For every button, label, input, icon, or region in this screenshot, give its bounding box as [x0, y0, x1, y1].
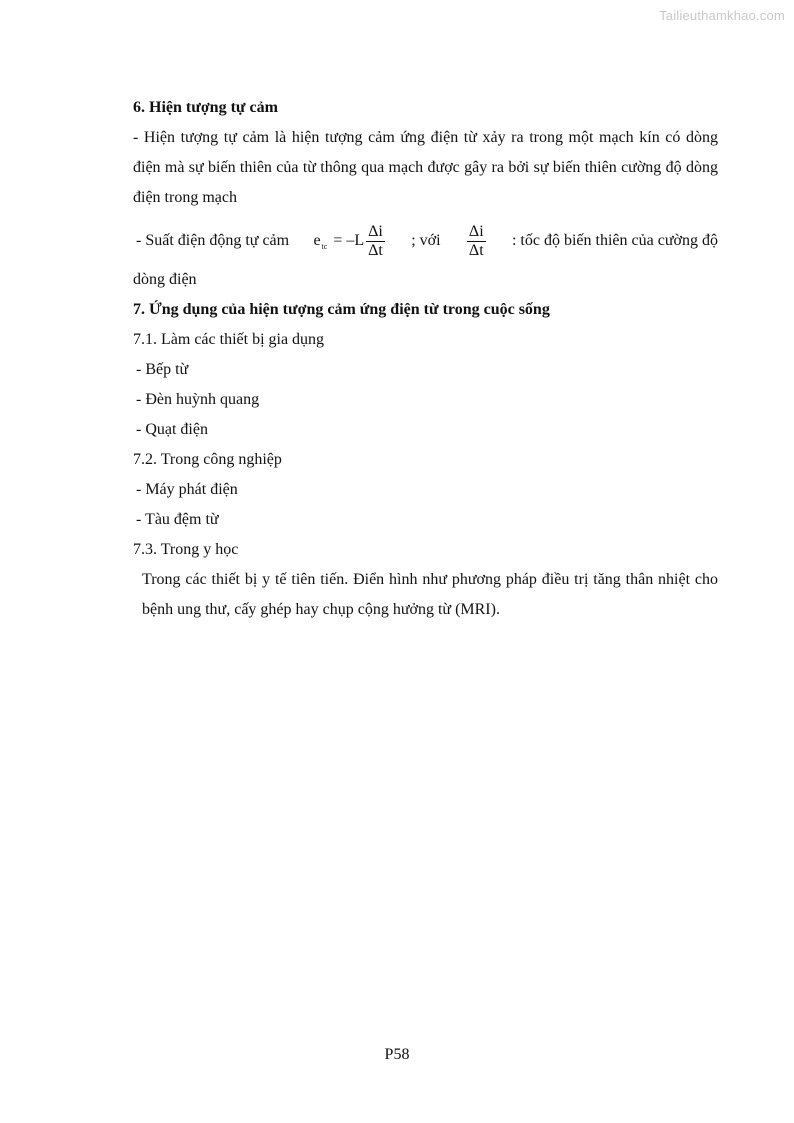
page-number: P58	[384, 1046, 410, 1063]
rate-fraction	[467, 223, 486, 260]
section-7-heading: 7. Ứng dụng của hiện tượng cảm ứng điện từ trong cuộc sống	[133, 301, 550, 318]
formula-separator: ; với	[411, 232, 441, 249]
list-item: - Đèn huỳnh quang	[136, 391, 260, 408]
list-item: - Tàu đệm từ	[136, 511, 219, 528]
list-item: - Máy phát điện	[136, 481, 238, 498]
subsection-7-3-paragraph: Trong các thiết bị y tế tiên tiến. Điển hình như phương pháp điều trị tăng thân nhiệt cho bệnh ung thư, cấy ghép hay chụp cộng hưởng từ (MRI).	[142, 571, 718, 618]
formula-e-subscript: tc	[321, 242, 328, 251]
section-6-paragraph: - Hiện tượng tự cảm là hiện tượng cảm ứng điện từ xảy ra trong một mạch kín có dòng điện mà sự biến thiên của từ thông qua mạch được gây ra bởi sự biến thiên cường độ dòng điện trong mạch	[133, 129, 718, 206]
subsection-7-3: 7.3. Trong y học	[133, 541, 239, 558]
formula-equals: = –L	[333, 232, 365, 249]
section-6-heading: 6. Hiện tượng tự cảm	[133, 99, 278, 116]
formula-tail-text: : tốc độ biến thiên của cường độ	[511, 232, 718, 249]
subsection-7-2: 7.2. Trong công nghiệp	[133, 451, 282, 468]
list-item: - Quạt điện	[136, 421, 208, 438]
list-item: - Bếp từ	[136, 361, 189, 378]
formula-fraction	[366, 223, 385, 260]
formula-e: e	[313, 232, 321, 249]
rate-denominator: Δt	[468, 241, 484, 259]
self-induction-formula-line	[133, 217, 718, 265]
emf-formula	[313, 223, 386, 260]
formula-lead-text: - Suất điện động tự cảm	[136, 232, 290, 249]
rate-numerator: Δi	[468, 222, 484, 240]
rate-fraction-wrapper	[465, 223, 488, 260]
formula-continuation: dòng điện	[133, 271, 197, 288]
fraction-denominator: Δt	[368, 241, 383, 259]
document-body	[133, 93, 718, 625]
subsection-7-1: 7.1. Làm các thiết bị gia dụng	[133, 331, 325, 348]
watermark: Tailieuthamkhao.com	[659, 8, 785, 23]
fraction-numerator: Δi	[368, 222, 383, 240]
